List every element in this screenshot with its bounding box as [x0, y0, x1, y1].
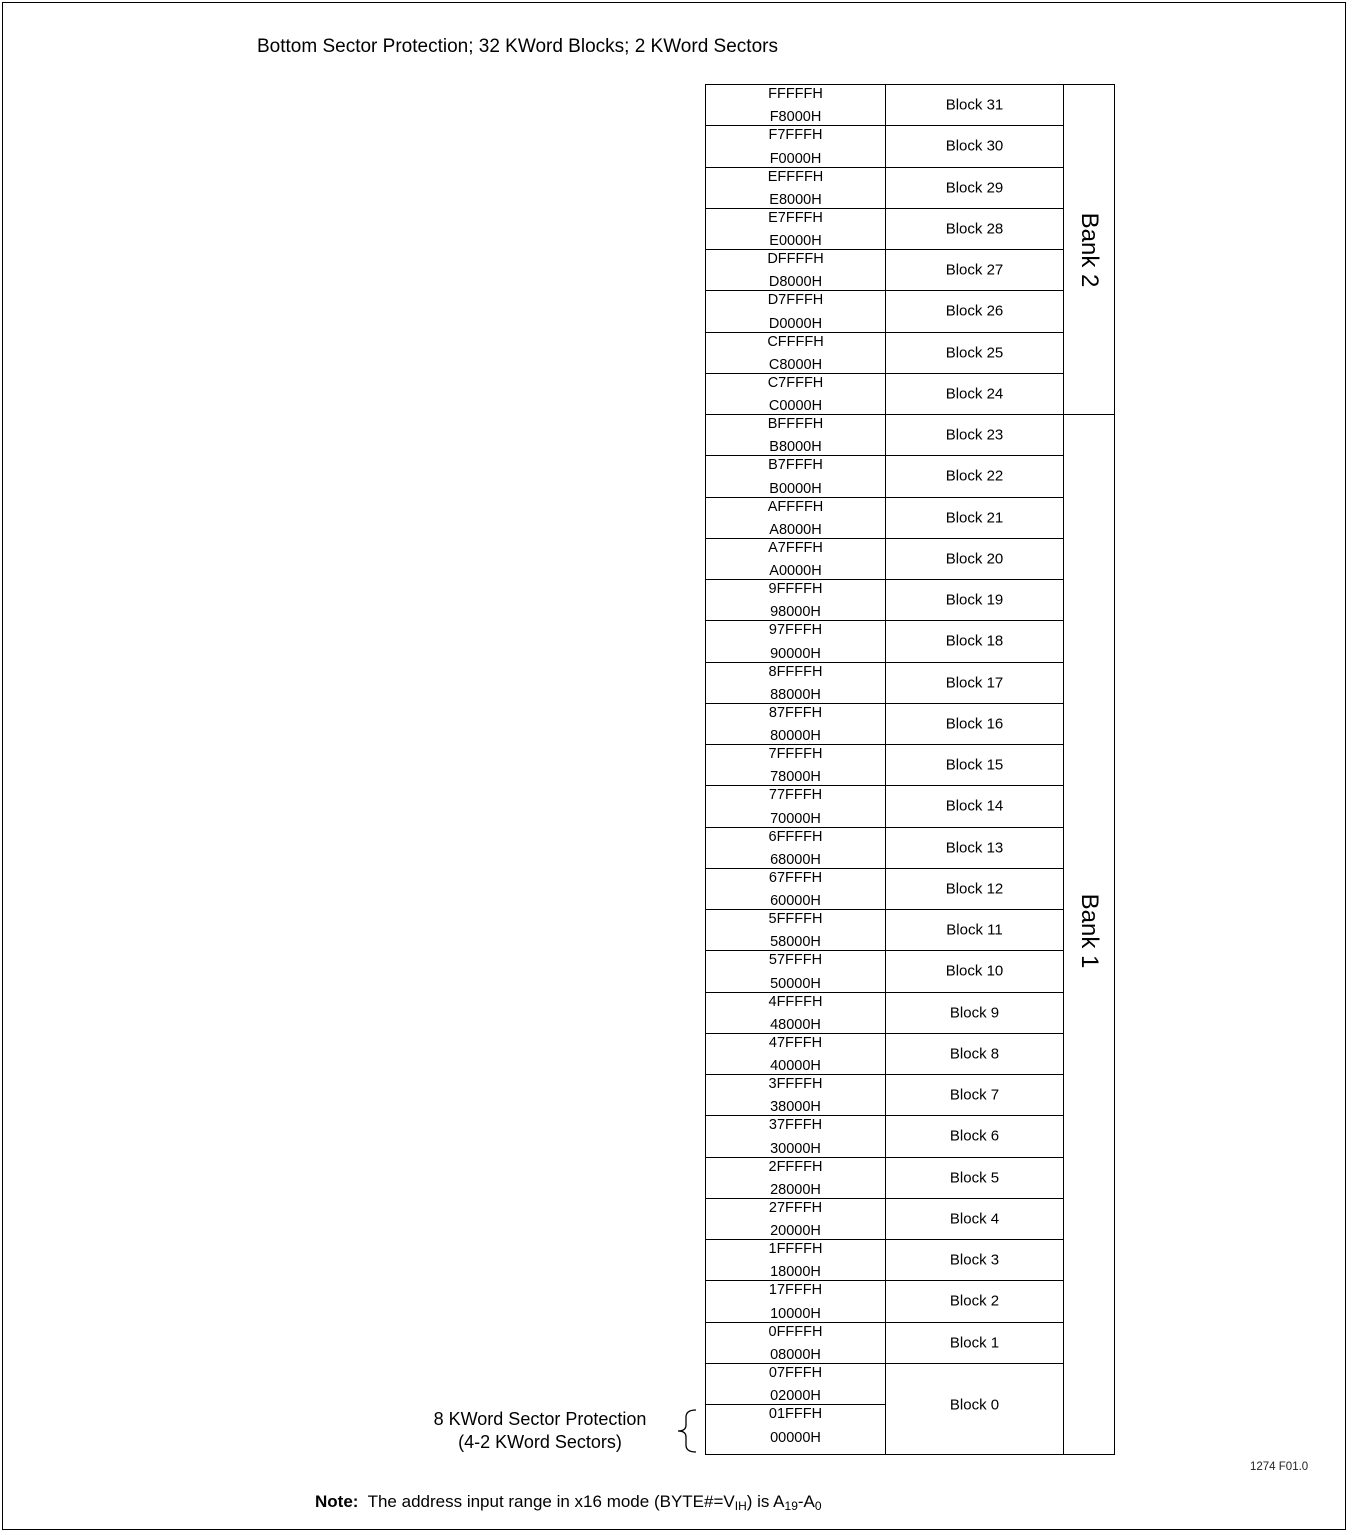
block-cell: [886, 580, 1063, 621]
note-text-2: ) is A: [746, 1492, 785, 1511]
address-low: 48000H: [770, 1016, 821, 1033]
block-label: Block 13: [945, 839, 1004, 857]
block-label: Block 30: [945, 137, 1004, 155]
block-label: Block 10: [945, 962, 1004, 980]
block-label: Block 8: [949, 1045, 1000, 1063]
address-cell: [706, 993, 885, 1034]
address-low: 88000H: [770, 686, 821, 703]
address-cell: [706, 539, 885, 580]
address-high: 01FFFH: [768, 1406, 823, 1422]
block-label: Block 28: [945, 220, 1004, 238]
block-cell: [886, 745, 1063, 786]
address-low: 68000H: [770, 851, 821, 868]
block-cell: [886, 291, 1063, 332]
address-cell: [706, 415, 885, 456]
address-high: FFFFFH: [768, 86, 823, 102]
address-high: 2FFFFH: [768, 1158, 823, 1175]
address-cell: [706, 786, 885, 827]
figure-frame: [2, 2, 1346, 1530]
address-high: A7FFFH: [768, 539, 823, 556]
address-low: E0000H: [769, 233, 822, 249]
block-cell: [886, 1034, 1063, 1075]
address-low: B0000H: [769, 480, 822, 497]
address-low: 00000H: [770, 1430, 821, 1447]
address-low: 60000H: [770, 893, 821, 909]
block-label: Block 7: [949, 1086, 1000, 1104]
address-low: D0000H: [768, 315, 823, 332]
address-low: F8000H: [769, 109, 822, 126]
address-low: 58000H: [770, 934, 821, 951]
block-label: Block 0: [949, 1396, 1000, 1414]
note-label: Note:: [315, 1492, 359, 1511]
address-cell: [706, 621, 885, 662]
address-high: 5FFFFH: [768, 911, 823, 927]
block-label: Block 5: [949, 1169, 1000, 1187]
bank-label: Bank 2: [1076, 212, 1103, 287]
block-cell: [886, 333, 1063, 374]
address-cell: [706, 1158, 885, 1199]
address-cell: [706, 498, 885, 539]
annotation-line-1: 8 KWord Sector Protection: [433, 1409, 647, 1429]
block-cell: [886, 910, 1063, 951]
curly-brace-icon: [672, 1409, 698, 1453]
address-low: A0000H: [769, 563, 822, 579]
block-label: Block 1: [949, 1334, 1000, 1352]
address-cell: [706, 333, 885, 374]
address-high: 17FFFH: [768, 1282, 823, 1299]
note-sub-0: 0: [814, 1499, 822, 1513]
block-cell: [886, 869, 1063, 910]
address-high: BFFFFH: [767, 416, 824, 432]
address-low: 78000H: [770, 769, 821, 786]
figure-id: 1274 F01.0: [1250, 1461, 1309, 1473]
address-cell: [706, 1199, 885, 1240]
block-label: Block 16: [945, 715, 1004, 733]
block-cell: [886, 1075, 1063, 1116]
block-cell: [886, 85, 1063, 126]
address-high: 37FFFH: [768, 1117, 823, 1134]
block-column: [886, 85, 1064, 1454]
address-low: F0000H: [769, 150, 822, 167]
block-label: Block 17: [945, 674, 1004, 692]
block-label: Block 23: [945, 426, 1004, 444]
block-cell: [886, 209, 1063, 250]
address-high: 1FFFFH: [768, 1241, 823, 1257]
address-low: 50000H: [770, 975, 821, 992]
address-high: 4FFFFH: [768, 993, 823, 1010]
block-label: Block 2: [949, 1292, 1000, 1310]
block-cell: [886, 1199, 1063, 1240]
address-high: D7FFFH: [767, 292, 824, 309]
address-high: DFFFFH: [767, 251, 824, 267]
address-cell: [706, 580, 885, 621]
block-cell-block0: [886, 1364, 1063, 1447]
block-label: Block 21: [945, 509, 1004, 527]
address-cell: [706, 745, 885, 786]
block-cell: [886, 374, 1063, 415]
address-low: 40000H: [770, 1058, 821, 1074]
address-cell: [706, 456, 885, 497]
address-high: 8FFFFH: [768, 663, 823, 680]
figure-title: Bottom Sector Protection; 32 KWord Blocks; 2 KWord Sectors: [257, 36, 778, 57]
block-cell: [886, 1323, 1063, 1364]
block-cell: [886, 828, 1063, 869]
address-low: B8000H: [769, 439, 822, 456]
note: [315, 1492, 822, 1513]
address-low: 70000H: [770, 810, 821, 827]
block-label: Block 3: [949, 1251, 1000, 1269]
block-cell: [886, 415, 1063, 456]
address-low: 28000H: [770, 1181, 821, 1198]
address-cell-block0: [706, 1364, 885, 1447]
address-cell: [706, 1034, 885, 1075]
address-high: E7FFFH: [768, 209, 823, 226]
address-cell: [706, 126, 885, 167]
block-label: Block 25: [945, 344, 1004, 362]
address-cell: [706, 663, 885, 704]
address-low: E8000H: [769, 191, 822, 208]
address-high: 07FFFH: [768, 1364, 823, 1381]
block-cell: [886, 1281, 1063, 1322]
block-cell: [886, 1240, 1063, 1281]
address-high: F7FFFH: [768, 127, 823, 144]
sector-upper: [706, 1364, 885, 1405]
block-label: Block 27: [945, 261, 1004, 279]
address-low: A8000H: [769, 521, 822, 538]
address-high: 27FFFH: [768, 1199, 823, 1216]
sector-lower: [706, 1405, 885, 1446]
block-cell: [886, 621, 1063, 662]
address-high: B7FFFH: [768, 457, 823, 474]
block-label: Block 19: [945, 591, 1004, 609]
address-low: 08000H: [770, 1346, 821, 1363]
block-label: Block 22: [945, 467, 1004, 485]
block-cell: [886, 539, 1063, 580]
address-cell: [706, 1281, 885, 1322]
note-text-3: -A: [797, 1492, 815, 1511]
address-low: 18000H: [770, 1264, 821, 1281]
note-sub-ih: IH: [734, 1499, 747, 1513]
block-label: Block 11: [946, 921, 1003, 939]
address-low: 02000H: [770, 1388, 821, 1404]
address-high: EFFFFH: [767, 168, 824, 185]
address-low: D8000H: [768, 274, 823, 291]
block-cell: [886, 1158, 1063, 1199]
block-cell: [886, 250, 1063, 291]
address-cell: [706, 1075, 885, 1116]
address-low: C8000H: [768, 356, 823, 373]
annotation-line-2: (4-2 KWord Sectors): [458, 1432, 622, 1452]
block-cell: [886, 126, 1063, 167]
block-cell: [886, 1116, 1063, 1157]
note-sub-19: 19: [784, 1499, 798, 1513]
block-label: Block 6: [949, 1127, 1000, 1145]
address-low: 38000H: [770, 1099, 821, 1116]
address-low: 80000H: [770, 728, 821, 744]
address-high: 3FFFFH: [768, 1076, 823, 1092]
address-low: 90000H: [770, 645, 821, 662]
bank-column: [1064, 85, 1114, 1454]
block-label: Block 15: [945, 756, 1004, 774]
block-cell: [886, 663, 1063, 704]
address-cell: [706, 168, 885, 209]
block-label: Block 26: [945, 302, 1004, 320]
address-cell: [706, 951, 885, 992]
block-cell: [886, 993, 1063, 1034]
block-cell: [886, 786, 1063, 827]
address-high: 6FFFFH: [768, 828, 823, 845]
block-cell: [886, 456, 1063, 497]
address-cell: [706, 1323, 885, 1364]
address-high: 9FFFFH: [768, 581, 823, 597]
address-high: 87FFFH: [768, 704, 823, 721]
bank-region: [1064, 415, 1114, 1446]
block-cell: [886, 704, 1063, 745]
address-high: 97FFFH: [768, 622, 823, 639]
address-cell: [706, 910, 885, 951]
address-low: C0000H: [768, 398, 823, 414]
address-cell: [706, 85, 885, 126]
address-high: 67FFFH: [768, 869, 823, 886]
address-low: 20000H: [770, 1223, 821, 1239]
address-cell: [706, 291, 885, 332]
memory-map: [705, 84, 1115, 1455]
block-cell: [886, 951, 1063, 992]
address-cell: [706, 1116, 885, 1157]
address-high: 7FFFFH: [768, 746, 823, 762]
block-label: Block 18: [945, 632, 1004, 650]
block-label: Block 14: [945, 797, 1004, 815]
sector-protection-annotation: [390, 1408, 690, 1454]
address-high: AFFFFH: [767, 498, 824, 515]
block-label: Block 29: [945, 179, 1004, 197]
address-cell: [706, 250, 885, 291]
address-high: 47FFFH: [768, 1034, 823, 1051]
note-text-1: The address input range in x16 mode (BYTE#=V: [367, 1492, 735, 1511]
address-low: 10000H: [770, 1305, 821, 1322]
address-high: 77FFFH: [768, 787, 823, 804]
address-cell: [706, 1240, 885, 1281]
block-label: Block 9: [949, 1004, 1000, 1022]
block-label: Block 24: [945, 385, 1004, 403]
address-high: CFFFFH: [767, 333, 824, 350]
block-label: Block 31: [945, 96, 1004, 114]
block-label: Block 4: [949, 1210, 1000, 1228]
address-low: 98000H: [770, 604, 821, 621]
address-high: 0FFFFH: [768, 1323, 823, 1340]
bank-region: [1064, 85, 1114, 415]
address-cell: [706, 828, 885, 869]
address-column: [706, 85, 886, 1454]
block-label: Block 20: [945, 550, 1004, 568]
bank-label: Bank 1: [1076, 893, 1103, 968]
block-cell: [886, 168, 1063, 209]
address-cell: [706, 209, 885, 250]
address-cell: [706, 704, 885, 745]
address-high: C7FFFH: [767, 374, 824, 391]
address-high: 57FFFH: [768, 952, 823, 969]
address-low: 30000H: [770, 1140, 821, 1157]
block-cell: [886, 498, 1063, 539]
address-cell: [706, 374, 885, 415]
block-label: Block 12: [945, 880, 1004, 898]
address-cell: [706, 869, 885, 910]
